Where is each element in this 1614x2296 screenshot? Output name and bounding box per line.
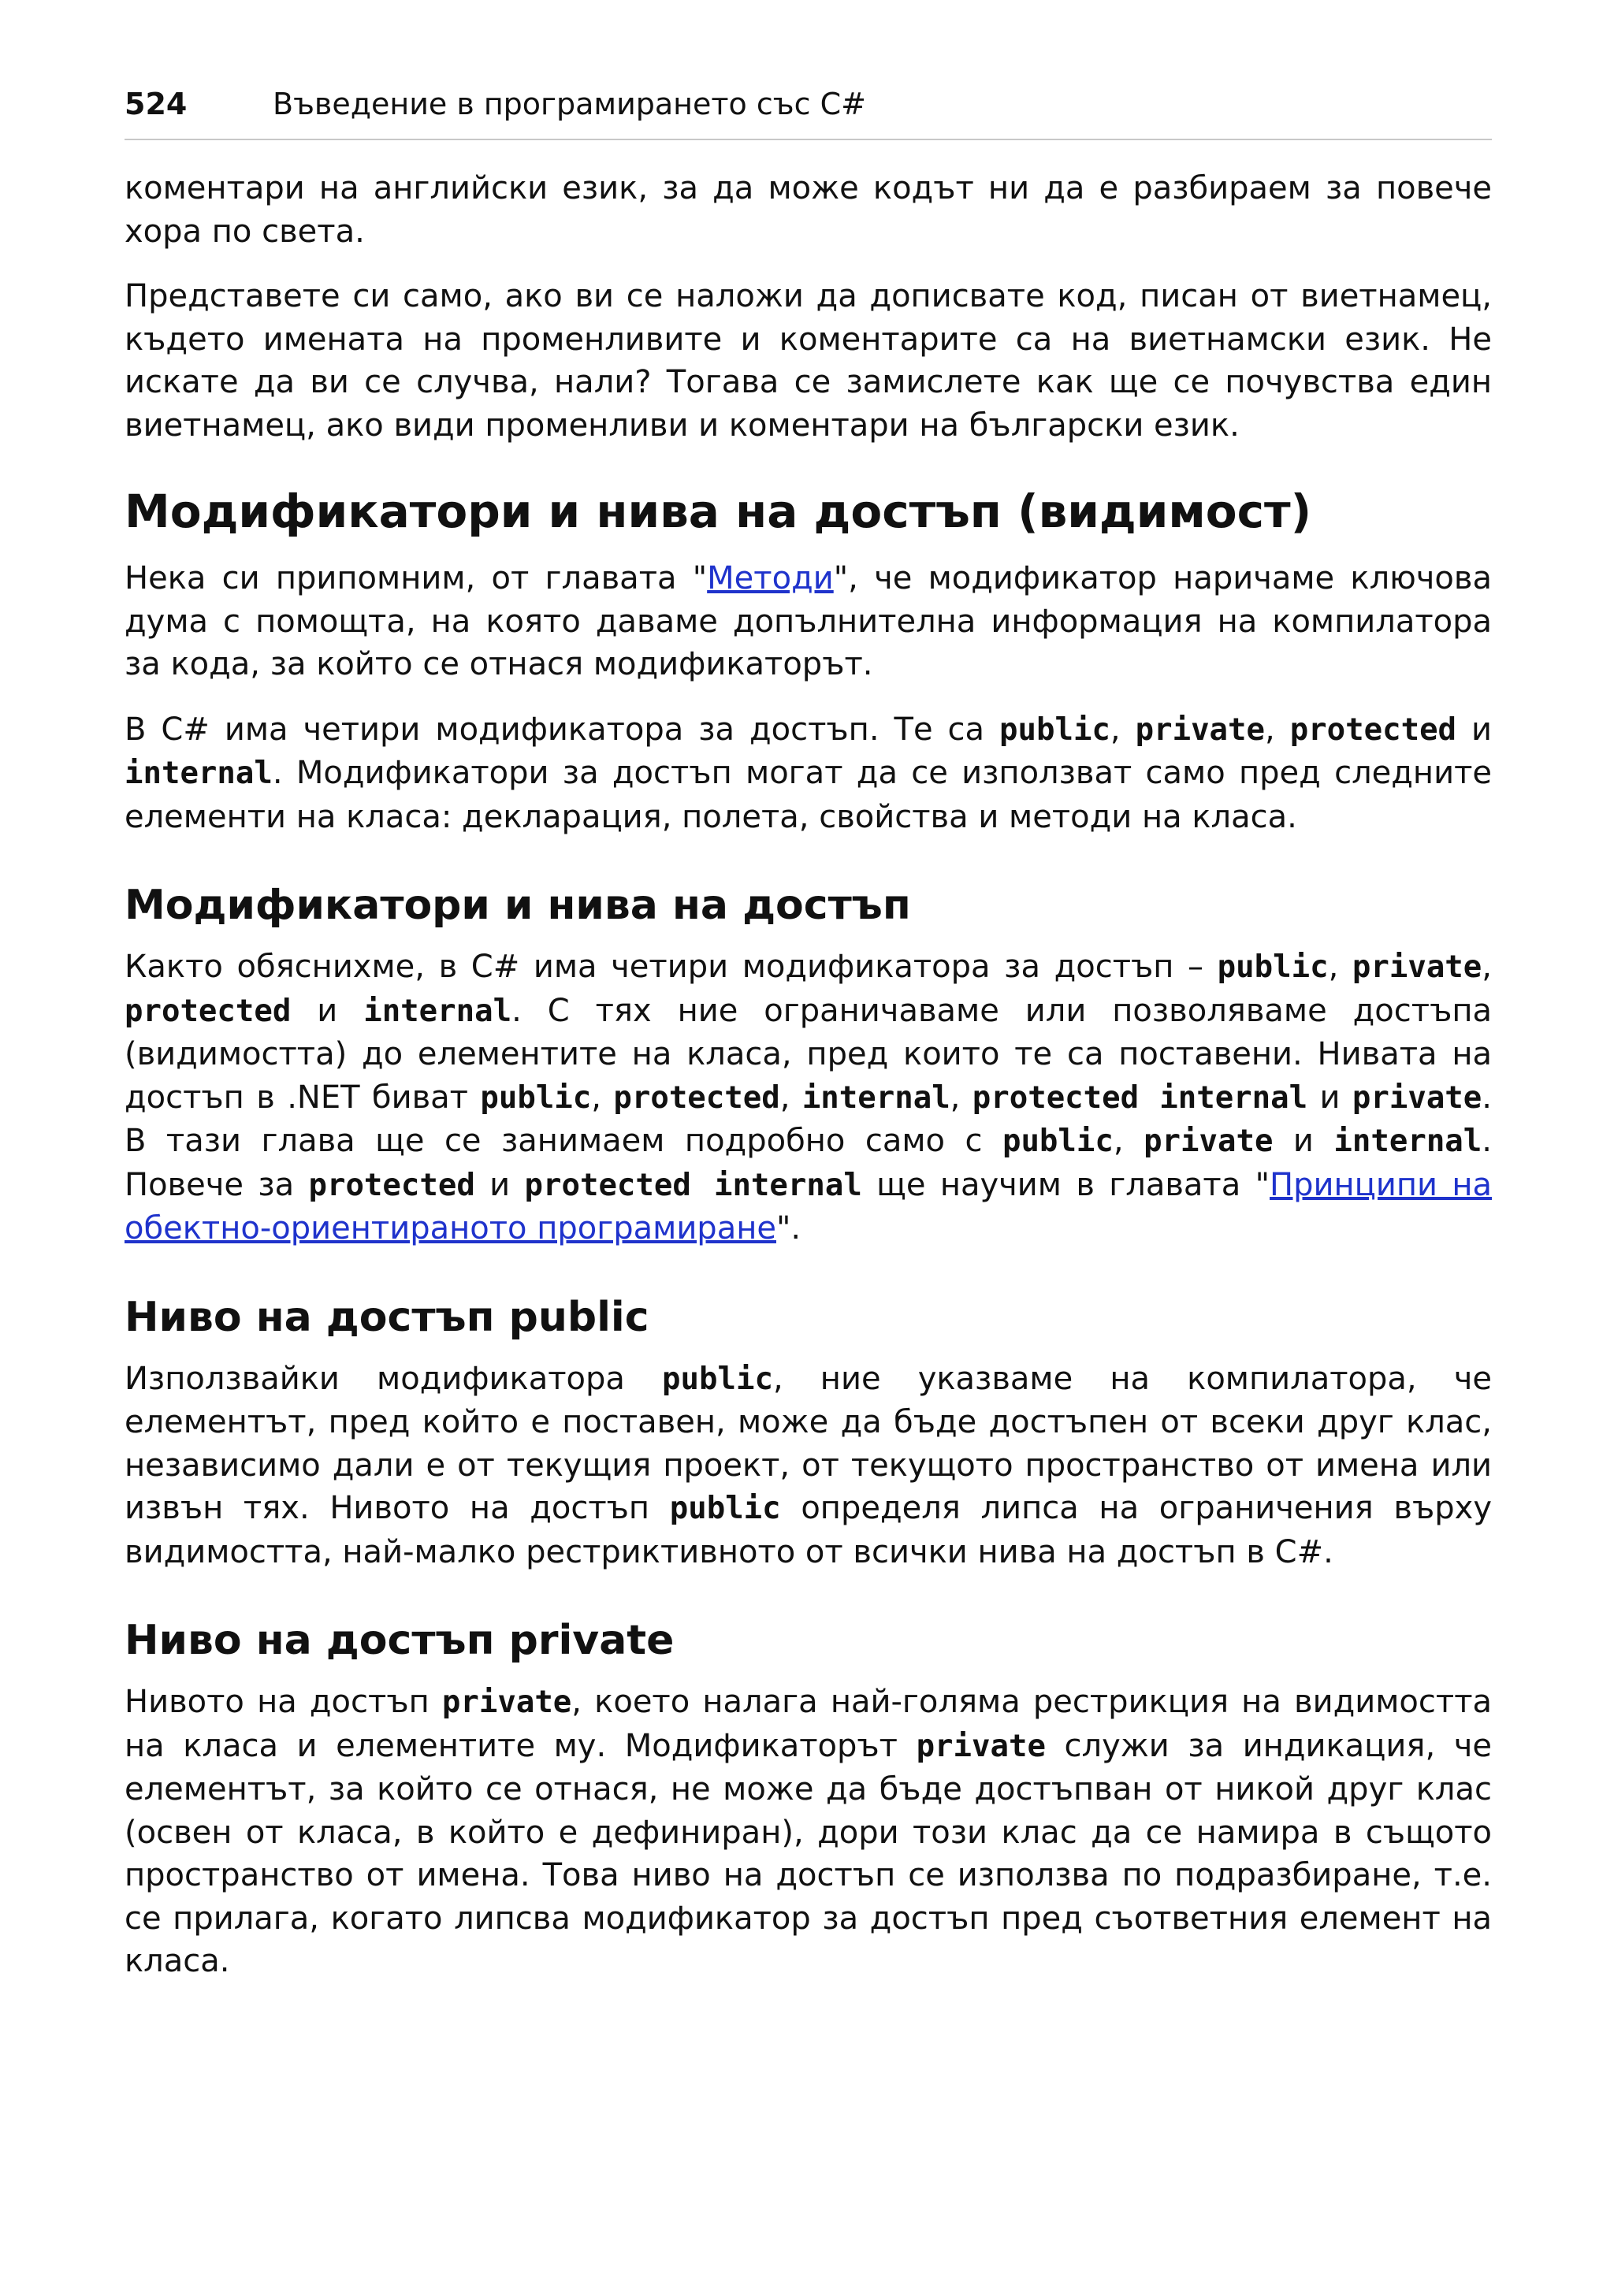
text-run: . С тях ние ограничаваме или позволяваме достъпа (видимостта) до елементите на класа, пред които те са поставени. Нивата на достъп в .NET биват bbox=[125, 992, 1492, 1116]
code-keyword: public bbox=[1217, 949, 1329, 985]
code-keyword: private bbox=[441, 1685, 572, 1720]
code-keyword: protected bbox=[308, 1167, 475, 1203]
link-methods-chapter[interactable]: Методи bbox=[707, 560, 834, 596]
text-run: Използвайки модификатора bbox=[125, 1360, 663, 1397]
book-title: Въведение в програмирането със C# bbox=[273, 87, 866, 121]
code-keyword: private bbox=[1144, 1124, 1274, 1159]
code-keyword: private bbox=[916, 1728, 1046, 1764]
text-run: ". bbox=[775, 1210, 801, 1246]
code-keyword: public bbox=[999, 711, 1110, 748]
code-keyword: internal bbox=[363, 993, 512, 1029]
text-run: Нека си припомним, от главата " bbox=[125, 560, 708, 596]
text-run: . В тази глава ще се занимаем подробно само с bbox=[125, 1079, 1492, 1159]
text-run: , bbox=[1265, 711, 1290, 748]
text-run: , bbox=[950, 1079, 972, 1116]
section2-paragraph bbox=[125, 946, 1492, 1250]
section1-paragraph-1 bbox=[125, 557, 1492, 686]
code-keyword: public bbox=[662, 1361, 773, 1397]
text-run: , ние указваме на компилатора, че елементът, пред който е поставен, може да бъде достъпен от всеки друг клас, независимо дали е от текущия проект, от текущото пространство от имена или извън тях. Нивото на достъп bbox=[125, 1360, 1492, 1526]
text-run: В C# има четири модификатора за достъп. Те са bbox=[125, 711, 1000, 748]
code-keyword: public bbox=[669, 1491, 781, 1526]
text-run: . Повече за bbox=[125, 1123, 1492, 1203]
code-keyword: protected bbox=[125, 993, 292, 1029]
section-heading-private: Ниво на достъп private bbox=[125, 1617, 675, 1664]
text-run: , bbox=[1113, 1123, 1144, 1159]
intro-paragraph-2: Представете си само, ако ви се наложи да дописвате код, писан от виетнамец, където имената на променливите и коментарите са на виетнамски език. Не искате да ви се случва, нали? Тогава се замислете как ще се почувства един виетнамец, ако види променливи и коментари на български език. bbox=[125, 278, 1492, 444]
text-run: ", че модификатор наричаме ключова дума с помощта, на която даваме допълнителна информация на компилатора за кода, за който се отнася модификаторът. bbox=[125, 560, 1492, 682]
section4-paragraph bbox=[125, 1681, 1492, 1983]
text-run: , bbox=[779, 1079, 802, 1116]
text-run: , bbox=[591, 1079, 614, 1116]
link-oop-principles-chapter[interactable]: Принципи на обектно-ориентираното програмиране bbox=[125, 1166, 1493, 1246]
code-keyword: private bbox=[1352, 949, 1482, 985]
code-keyword: private bbox=[1352, 1079, 1482, 1116]
text-run: Нивото на достъп bbox=[125, 1684, 442, 1720]
text-run: и bbox=[1307, 1079, 1352, 1116]
section-heading-public: Ниво на достъп public bbox=[125, 1293, 649, 1341]
text-run: и bbox=[474, 1166, 525, 1203]
text-run: служи за индикация, че елементът, за който се отнася, не може да бъде достъпван от никой друг клас (освен от класа, в който е дефиниран), дори този клас да се намира в същото пространство от имена. Това ниво на достъп се използва по подразбиране, т.е. се прилага, когато липсва модификатор за достъп пред съответния елемент на класа. bbox=[125, 1727, 1492, 1979]
code-keyword: internal bbox=[801, 1079, 950, 1116]
text-run: и bbox=[1456, 711, 1493, 748]
text-run: , bbox=[1482, 949, 1492, 985]
text-run: и bbox=[1273, 1123, 1334, 1159]
code-keyword: protected bbox=[1289, 711, 1457, 748]
code-keyword: private bbox=[1135, 711, 1265, 748]
code-keyword: protected internal bbox=[524, 1167, 862, 1203]
text-run: , bbox=[1328, 949, 1352, 985]
section-heading-access-levels: Модификатори и нива на достъп bbox=[125, 882, 911, 929]
code-keyword: public bbox=[1002, 1124, 1114, 1159]
text-run: , bbox=[1110, 711, 1136, 748]
page-number: 524 bbox=[125, 87, 188, 121]
text-run: Както обяснихме, в C# има четири модификатора за достъп – bbox=[125, 949, 1218, 985]
text-run: ще научим в главата " bbox=[861, 1166, 1270, 1203]
code-keyword: internal bbox=[125, 756, 273, 791]
text-run: , което налага най-голяма рестрикция на видимостта на класа и елементите му. Модификаторът bbox=[125, 1684, 1493, 1764]
code-keyword: public bbox=[480, 1079, 592, 1116]
running-header bbox=[125, 82, 1492, 140]
code-keyword: protected internal bbox=[972, 1079, 1308, 1116]
section1-paragraph-2 bbox=[125, 708, 1492, 839]
intro-paragraph-1: коментари на английски език, за да може кодът ни да е разбираем за повече хора по света. bbox=[125, 170, 1492, 250]
section-heading-access-modifiers-visibility: Модификатори и нива на достъп (видимост) bbox=[125, 485, 1312, 538]
code-keyword: internal bbox=[1333, 1124, 1482, 1159]
text-run: и bbox=[291, 992, 364, 1029]
section3-paragraph bbox=[125, 1358, 1492, 1574]
text-run: . Модификатори за достъп могат да се използват само пред следните елементи на класа: декларация, полета, свойства и методи на класа. bbox=[125, 755, 1492, 835]
text-run: определя липса на ограничения върху видимостта, най-малко рестриктивното от всички нива на достъп в C#. bbox=[125, 1490, 1492, 1570]
code-keyword: protected bbox=[613, 1079, 780, 1116]
